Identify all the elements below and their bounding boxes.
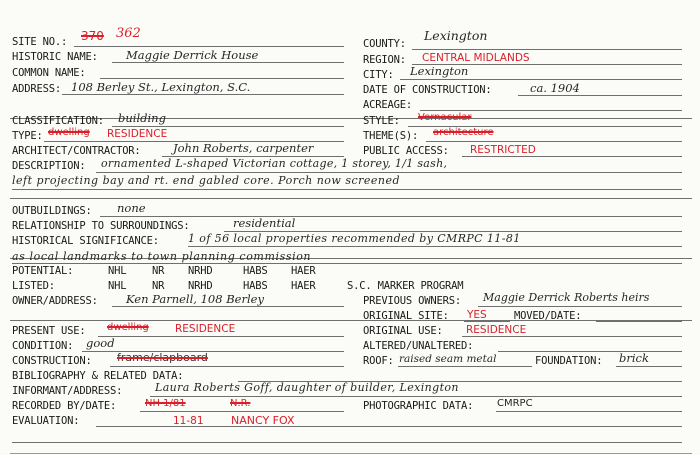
present-use-label: PRESENT USE:	[12, 325, 86, 337]
fill-line	[188, 246, 682, 247]
fill-line	[110, 366, 344, 367]
common-name-label: COMMON NAME:	[12, 67, 86, 79]
classification-label: CLASSIFICATION:	[12, 115, 104, 127]
historic-name-value: Maggie Derrick House	[126, 48, 259, 62]
style-label: STYLE:	[363, 115, 400, 127]
relationship-value: residential	[233, 216, 296, 230]
fill-line	[420, 110, 682, 111]
fill-line	[518, 95, 682, 96]
historic-name-label: HISTORIC NAME:	[12, 51, 98, 63]
fill-line	[150, 396, 682, 397]
potential-option-nrhd: NRHD	[188, 265, 213, 277]
fill-line	[464, 321, 510, 322]
potential-option-nhl: NHL	[108, 265, 127, 277]
condition-value: good	[86, 336, 115, 350]
owner-address-value: Ken Parnell, 108 Berley	[126, 292, 264, 306]
fill-line	[100, 78, 344, 79]
fill-line	[112, 62, 344, 63]
recorded-by-name: NANCY FOX	[231, 414, 295, 427]
bibliography-label: BIBLIOGRAPHY & RELATED DATA:	[12, 370, 184, 382]
region-value: CENTRAL MIDLANDS	[422, 52, 530, 64]
fill-line	[596, 321, 682, 322]
type-struck: dwelling	[48, 127, 90, 138]
fill-line	[96, 172, 682, 173]
fill-line	[12, 263, 682, 264]
original-use-value: RESIDENCE	[466, 324, 527, 336]
fill-line	[478, 306, 682, 307]
fill-line	[12, 442, 682, 443]
fill-line	[98, 336, 344, 337]
roof-value: raised seam metal	[399, 353, 497, 365]
photographic-data-value: CMRPC	[497, 398, 533, 409]
county-value: Lexington	[424, 28, 488, 43]
rule-line	[10, 320, 692, 321]
public-access-value: RESTRICTED	[470, 144, 536, 156]
date-of-construction-label: DATE OF CONSTRUCTION:	[363, 84, 492, 96]
fill-line	[44, 141, 344, 142]
description-label: DESCRIPTION:	[12, 160, 86, 172]
fill-line	[74, 46, 344, 47]
fill-line	[398, 366, 532, 367]
listed-option-habs: HABS	[243, 280, 268, 292]
potential-option-habs: HABS	[243, 265, 268, 277]
type-value: RESIDENCE	[107, 128, 168, 140]
city-label: CITY:	[363, 69, 394, 81]
historical-significance-line-2: as local landmarks to town planning commission	[12, 250, 312, 263]
listed-option-nrhd: NRHD	[188, 280, 213, 292]
fill-line	[412, 49, 682, 50]
fill-line	[462, 336, 682, 337]
fill-line	[82, 351, 344, 352]
rule-line	[10, 198, 692, 199]
fill-line	[496, 411, 682, 412]
original-site-label: ORIGINAL SITE:	[363, 310, 449, 322]
classification-value: building	[118, 111, 166, 125]
fill-line	[412, 64, 682, 65]
type-label: TYPE:	[12, 130, 43, 142]
fill-line	[140, 411, 344, 412]
fill-line	[100, 216, 682, 217]
city-value: Lexington	[410, 64, 469, 78]
date-of-construction-value: ca. 1904	[530, 81, 580, 95]
rule-line	[10, 118, 692, 119]
fill-line	[400, 79, 682, 80]
style-struck: Vernacular	[418, 112, 472, 123]
foundation-value: brick	[619, 351, 649, 365]
recorded-by-date: 11-81	[173, 415, 204, 427]
site-no-value: 362	[116, 26, 141, 41]
fill-line	[616, 366, 682, 367]
public-access-label: PUBLIC ACCESS:	[363, 145, 449, 157]
potential-label: POTENTIAL:	[12, 265, 74, 277]
construction-label: CONSTRUCTION:	[12, 355, 92, 367]
fill-line	[96, 426, 682, 427]
county-label: COUNTY:	[363, 38, 406, 50]
previous-owners-value: Maggie Derrick Roberts heirs	[483, 291, 650, 304]
fill-line	[408, 126, 682, 127]
themes-label: THEME(S):	[363, 130, 419, 142]
evaluation-label: EVALUATION:	[12, 415, 80, 427]
fill-line	[426, 141, 682, 142]
potential-option-haer: HAER	[291, 265, 316, 277]
original-site-value: YES	[467, 309, 487, 321]
listed-option-nhl: NHL	[108, 280, 127, 292]
fill-line	[112, 126, 344, 127]
description-line-2: left projecting bay and rt. end gabled core. Porch now screened	[12, 174, 401, 187]
address-label: ADDRESS:	[12, 83, 61, 95]
moved-date-label: MOVED/DATE:	[514, 310, 582, 322]
potential-option-nr: NR	[152, 265, 165, 277]
listed-option-nr: NR	[152, 280, 165, 292]
photographic-data-label: PHOTOGRAPHIC DATA:	[363, 400, 474, 412]
listed-option-haer: HAER	[291, 280, 316, 292]
owner-address-label: OWNER/ADDRESS:	[12, 295, 98, 307]
description-line-1: ornamented L-shaped Victorian cottage, 1 storey, 1/1 sash,	[101, 157, 448, 170]
listed-label: LISTED:	[12, 280, 55, 292]
foundation-label: FOUNDATION:	[535, 355, 603, 367]
altered-label: ALTERED/UNALTERED:	[363, 340, 474, 352]
themes-struck: architecture	[433, 127, 494, 138]
condition-label: CONDITION:	[12, 340, 74, 352]
architect-label: ARCHITECT/CONTRACTOR:	[12, 145, 141, 157]
fill-line	[162, 156, 344, 157]
site-no-struck: 370	[81, 29, 104, 43]
historical-significance-line-1: 1 of 56 local properties recommended by CMRPC 11-81	[188, 232, 521, 245]
outbuildings-label: OUTBUILDINGS:	[12, 205, 92, 217]
outbuildings-value: none	[117, 201, 146, 215]
construction-struck: frame/clapboard	[117, 351, 208, 364]
recorded-by-label: RECORDED BY/DATE:	[12, 400, 117, 412]
fill-line	[224, 231, 682, 232]
previous-owners-label: PREVIOUS OWNERS:	[363, 295, 461, 307]
informant-label: INFORMANT/ADDRESS:	[12, 385, 123, 397]
site-no-label: SITE NO.:	[12, 36, 68, 48]
fill-line	[12, 189, 682, 190]
original-use-label: ORIGINAL USE:	[363, 325, 443, 337]
present-use-struck: dwelling	[107, 322, 149, 333]
fill-line	[62, 94, 344, 95]
relationship-label: RELATIONSHIP TO SURROUNDINGS:	[12, 220, 190, 232]
informant-value: Laura Roberts Goff, daughter of builder, Lexington	[155, 381, 459, 394]
historical-significance-label: HISTORICAL SIGNIFICANCE:	[12, 235, 159, 247]
recorded-by-struck-1: NH 1/81	[145, 398, 186, 409]
fill-line	[112, 306, 344, 307]
fill-line	[498, 351, 682, 352]
roof-label: ROOF:	[363, 355, 394, 367]
architect-value: John Roberts, carpenter	[173, 141, 314, 155]
fill-line	[462, 156, 682, 157]
recorded-by-struck-2: N.R.	[230, 398, 251, 409]
sc-marker-program: S.C. MARKER PROGRAM	[347, 280, 464, 292]
present-use-value: RESIDENCE	[175, 323, 236, 335]
acreage-label: ACREAGE:	[363, 99, 412, 111]
rule-line	[10, 453, 692, 454]
region-label: REGION:	[363, 54, 406, 66]
address-value: 108 Berley St., Lexington, S.C.	[71, 80, 251, 94]
fill-line	[238, 381, 682, 382]
